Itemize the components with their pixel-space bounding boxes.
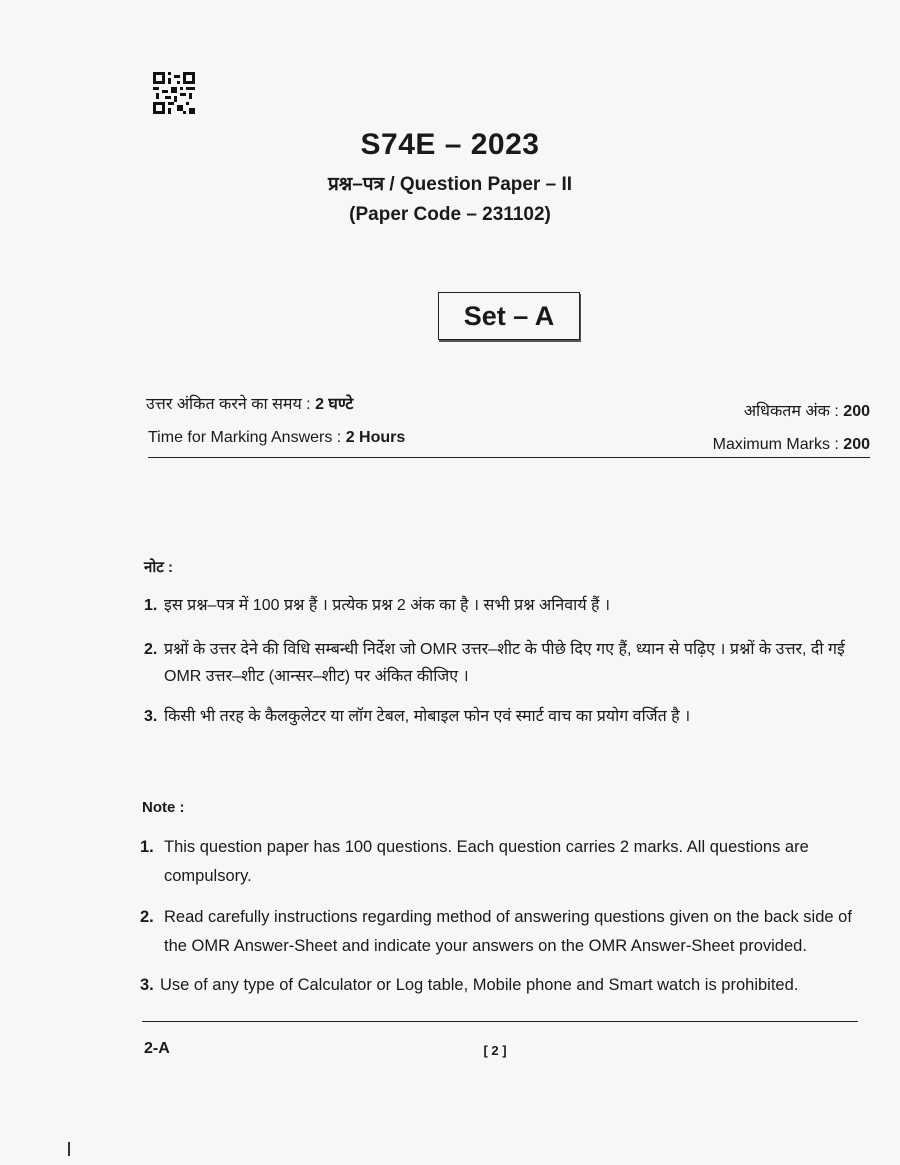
note-number: 2.	[144, 641, 158, 658]
time-hi-label: उत्तर अंकित करने का समय :	[146, 396, 316, 413]
note-text: किसी भी तरह के कैलकुलेटर या लॉग टेबल, मोबाइल फोन एवं स्मार्ट वाच का प्रयोग वर्जित है ।	[164, 708, 691, 725]
note-text: प्रश्नों के उत्तर देने की विधि सम्बन्धी निर्देश जो OMR उत्तर–शीट के पीछे दिए गए हैं, ध्यान से पढ़िए । प्रश्नों के उत्तर, दी गई OMR उत्तर–शीट (आन्सर–शीट) पर अंकित कीजिए ।	[164, 641, 845, 685]
note-number: 2.	[140, 908, 154, 926]
question-paper-title	[0, 170, 900, 196]
note-item-hi-3	[144, 703, 874, 730]
set-label: Set – A	[463, 300, 555, 331]
note-item-en-2	[140, 903, 870, 961]
question-paper-title-hi: प्रश्न–पत्र	[327, 174, 385, 195]
set-code-label: 2-A	[144, 1040, 170, 1057]
note-item-hi-2	[144, 636, 874, 690]
marks-en-value: 200	[843, 436, 870, 453]
marks-en	[713, 436, 870, 454]
note-item-en-3	[140, 971, 870, 1000]
note-text: Use of any type of Calculator or Log table, Mobile phone and Smart watch is prohibited.	[160, 976, 799, 994]
note-text: इस प्रश्न–पत्र में 100 प्रश्न हैं । प्रत्येक प्रश्न 2 अंक का है । सभी प्रश्न अनिवार्य हैं ।	[164, 597, 611, 614]
note-number: 1.	[144, 597, 158, 614]
note-heading-en: Note :	[142, 799, 185, 816]
note-number: 3.	[144, 708, 158, 725]
question-paper-title-en: Question Paper – II	[399, 174, 573, 195]
note-heading-hi: नोट :	[144, 559, 173, 576]
note-number: 1.	[140, 838, 154, 856]
page-number: [ 2 ]	[483, 1043, 507, 1058]
time-hi	[146, 392, 353, 414]
qr-code-icon	[153, 72, 195, 114]
scan-edge-mark	[68, 1142, 70, 1156]
note-item-hi-1	[144, 592, 874, 619]
note-text: This question paper has 100 questions. Each question carries 2 marks. All questions are compulsory.	[164, 838, 809, 885]
title-separator: /	[384, 174, 400, 195]
footer-divider	[142, 1021, 858, 1022]
marks-hi	[744, 399, 870, 421]
header-divider	[148, 457, 870, 458]
time-en-label: Time for Marking Answers :	[148, 429, 346, 446]
note-text: Read carefully instructions regarding method of answering questions given on the back side of the OMR Answer-Sheet and indicate your answers on the OMR Answer-Sheet provided.	[164, 908, 852, 955]
time-en	[148, 429, 405, 447]
marks-hi-label: अधिकतम अंक :	[743, 403, 844, 420]
paper-code: (Paper Code – 231102)	[349, 204, 551, 225]
marks-hi-value: 200	[843, 403, 870, 420]
note-number: 3.	[140, 976, 154, 994]
note-item-en-1	[140, 833, 870, 891]
time-hi-value: 2 घण्टे	[315, 396, 354, 413]
marks-en-label: Maximum Marks :	[712, 436, 844, 453]
set-badge	[438, 292, 580, 340]
exam-code-title: S74E – 2023	[360, 128, 540, 161]
time-en-value: 2 Hours	[345, 429, 406, 446]
